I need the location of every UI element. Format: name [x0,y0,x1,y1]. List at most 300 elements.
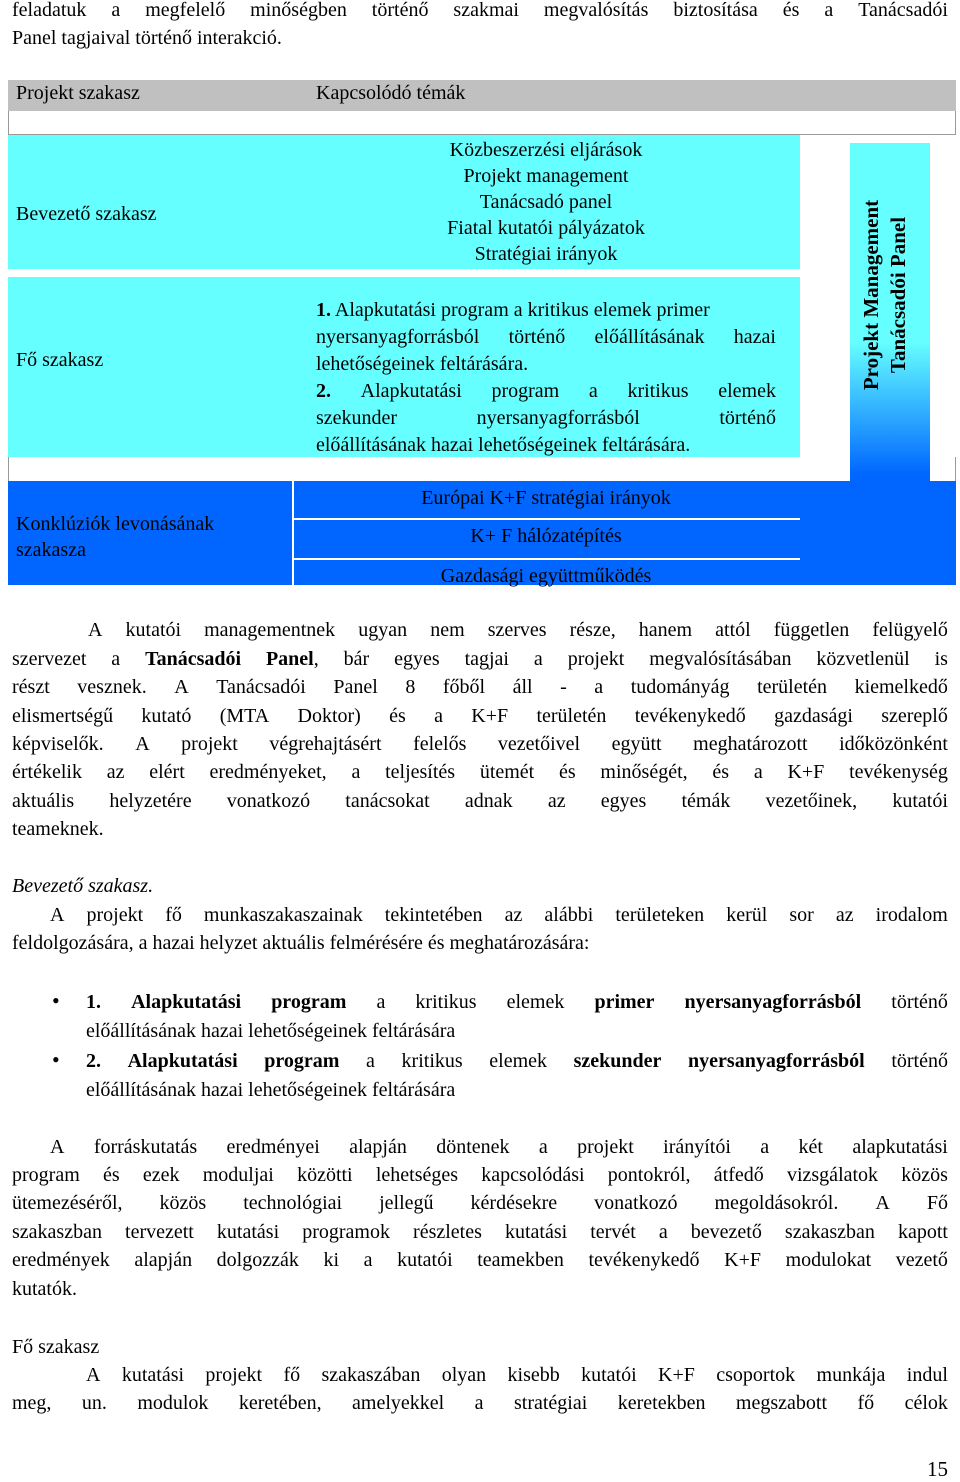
word-part: Alapkutatási [127,1050,238,1072]
word: végrehajtásért [269,733,382,755]
topic-economic-cooperation: Gazdasági együttműködés [440,565,652,587]
word: területén [757,676,828,698]
word: biztosítása [673,0,758,21]
word: kutatói [581,1364,637,1386]
word [491,378,559,405]
word: moduljai [202,1164,274,1186]
word [589,378,598,405]
word: pontokról, [607,1164,691,1186]
word: lehetséges [375,1164,459,1186]
word: fő [165,904,182,926]
bullet-icon: • [52,1047,60,1072]
word: A [86,1364,101,1386]
word-part: a [376,991,386,1013]
word [685,988,862,1016]
word-part: egyes [394,648,440,670]
list-item-2-line-1 [86,1047,948,1075]
word: vezetőinek, [765,790,858,812]
word: ezek [142,1164,180,1186]
word: irányítói [663,1136,731,1158]
word-part: kritikus [415,991,477,1013]
word-part: program [491,380,560,402]
word: modulok [137,1392,209,1414]
word: alábbi [544,904,594,926]
word: program [12,1164,80,1186]
word [507,988,565,1016]
word: kutatói [397,1249,453,1271]
word [131,988,241,1016]
para3-line-6: kutatók. [12,1278,77,1300]
word-part: szervezet [12,648,87,670]
word: forráskutatás [93,1136,198,1158]
word: (MTA [219,705,270,727]
word: Panel [333,676,378,698]
word: attól [715,619,751,641]
word: a [111,0,121,21]
word: A [875,1192,890,1214]
word: dolgozzák [216,1249,299,1271]
para4-line-1 [86,1361,948,1389]
word [574,1047,662,1075]
word: független [773,619,850,641]
word [649,645,791,673]
word: kutatási [216,1221,280,1243]
bullet-icon: • [52,988,60,1013]
word: A [50,904,65,926]
word-part: 2. [86,1050,101,1072]
word: K+F [471,705,509,727]
word: hazai [733,326,776,348]
para3-line-2 [12,1161,948,1189]
word: tudományág [630,676,730,698]
word: áll [512,676,533,698]
word: A [135,733,150,755]
row-main-topics-cell [292,277,800,457]
word: felelős [413,733,467,755]
word: két [798,1136,823,1158]
word [394,645,440,673]
para1-line-7 [12,787,948,815]
word: feladatuk [12,0,87,21]
topic-item: Projekt management [463,165,629,187]
word: vesznek. [77,676,147,698]
intro-line-1 [12,0,948,24]
word-part: 1. [86,991,101,1013]
word: K+F [787,761,825,783]
heading-main-phase: Fő szakasz [12,1336,100,1358]
word: elismertségű [12,705,114,727]
word: a [474,1392,484,1414]
word: képviselők. [12,733,104,755]
word: fő [283,1364,301,1386]
word: történő [508,326,566,348]
word [402,1047,463,1075]
word-part: Tanácsadói [145,648,242,670]
word: és [102,1164,120,1186]
word: un. [81,1392,107,1414]
word: időközönként [839,733,948,755]
word: részletes [413,1221,482,1243]
word-part: a [588,380,598,402]
word-part: projekt [567,648,625,670]
row-conclusion-phase-cell [8,481,292,585]
word: kutatási [504,1221,568,1243]
word: tevékenykedő [588,1249,700,1271]
word: eredményeket, [209,761,327,783]
word: közötti [297,1164,353,1186]
word: tevékenykedő [634,705,746,727]
topic-networking: K+ F hálózatépítés [470,525,622,547]
word: Fő [926,1192,948,1214]
word [891,988,948,1016]
word: és [782,0,800,21]
word: indul [906,1364,948,1386]
word-part: 2. [316,380,331,402]
word: meghatározott [693,733,808,755]
word: az [547,790,566,812]
arrow-label [858,140,922,450]
word [86,988,101,1016]
para1-line-8: teameknek. [12,818,104,840]
para1-line-2 [12,645,948,673]
word [86,1047,101,1075]
word: kapott [897,1221,948,1243]
word [366,1047,375,1075]
word: szakmai [453,0,519,21]
table-divider [292,481,294,585]
arrow-label-line-1: Projekt Management [859,199,883,391]
table-header-phase: Projekt szakasz [16,82,140,104]
word: a [434,705,443,727]
word: ütemét [479,761,535,783]
word: teljesítés [385,761,456,783]
word [361,378,462,405]
word [534,645,543,673]
word-part: Alapkutatási [131,991,242,1013]
word-part: szekunder [573,1050,662,1072]
word: A [88,619,103,641]
word: programok [302,1221,390,1243]
word: csoportok [716,1364,796,1386]
program-item-1-text: Alapkutatási program a kritikus elemek primer [334,299,710,321]
word: irodalom [875,904,948,926]
word [128,1047,238,1075]
word: a [760,1136,770,1158]
word: vonatkozó [594,1192,678,1214]
word: jellegű [379,1192,434,1214]
word: munkája [816,1364,886,1386]
word: kutató [141,705,192,727]
list-item-2-line-2: előállításának hazai lehetőségeinek feltárására [86,1079,456,1101]
word: szakaszában [321,1364,421,1386]
word: modulokat [785,1249,872,1271]
word: szerves [487,619,547,641]
word: megoldásokról. [714,1192,839,1214]
word [718,378,776,405]
word: teamekben [477,1249,564,1271]
word: 8 [405,676,416,698]
word-part: megvalósításában [649,648,792,670]
para2-line-2: feldolgozására, a hazai helyzet aktuális felmérésére és meghatározására: [12,932,590,954]
para1-line-6 [12,758,948,786]
word: helyzetére [109,790,192,812]
table-divider [294,518,800,520]
word: minőségét, [600,761,688,783]
row-intro-phase-cell [8,135,292,269]
para1-line-3 [12,673,948,701]
word: vizsgálatok [786,1164,879,1186]
word: szakaszban [12,1221,102,1243]
row-conclusion-phase: Konklúziók levonásának szakasza [16,513,215,561]
word-part: program [264,1050,340,1072]
word: aktuális [12,790,75,812]
word: bevezető [690,1221,762,1243]
word [266,645,319,673]
word: ütemezéséről, [12,1192,123,1214]
word [264,1047,339,1075]
program-item-2-line-2 [316,405,776,432]
word: szereplő [881,705,948,727]
word: tevékenység [849,761,948,783]
para4-line-2 [12,1389,948,1417]
word: projekt [181,733,238,755]
program-item-2-line-3: előállításának hazai lehetőségeinek feltárására. [316,434,691,456]
topic-item: Tanácsadó panel [479,191,613,213]
word: adnak [464,790,513,812]
word: a [538,1136,548,1158]
table-header-topics: Kapcsolódó témák [316,82,466,104]
word: kutatási [121,1364,185,1386]
word: az [504,904,523,926]
word: főből [442,676,486,698]
word: nyersanyagforrásból [476,407,640,429]
word [12,645,86,673]
word-part: bár [343,648,370,670]
word: keretében, [238,1392,322,1414]
word-part: Panel [265,648,314,670]
word: területén [536,705,607,727]
row-main-phase-cell [8,277,292,457]
word: nem [430,619,465,641]
word: kerül [726,904,768,926]
word: eredményei [226,1136,320,1158]
word [891,1047,948,1075]
word: közös [159,1192,207,1214]
word: managementnek [204,619,336,641]
word: felügyelő [872,619,948,641]
para3-line-1 [50,1133,948,1161]
word: célok [904,1392,948,1414]
program-item-1-line-3: lehetőségeinek feltárására. [316,353,529,375]
word: az [106,761,125,783]
word: amelyekkel [352,1392,445,1414]
word: Doktor) [297,705,361,727]
word: projekt [577,1136,634,1158]
word: vonatkozó [226,790,311,812]
word: Tanácsadói [216,676,306,698]
word: eredmények [12,1249,110,1271]
word [489,1047,547,1075]
word: történő [371,0,429,21]
word-part: kritikus [401,1050,463,1072]
row-intro-topics-cell [292,135,800,269]
word-part: tagjai [464,648,509,670]
word-part: történő [891,991,948,1013]
word [688,1047,865,1075]
topic-item: Fiatal kutatói pályázatok [447,217,645,239]
word: kapcsolódási [481,1164,585,1186]
word-part: kritikus [627,380,689,402]
word [594,988,654,1016]
word: K+F [724,1249,761,1271]
word: együtt [611,733,662,755]
word: sor [789,904,814,926]
word: vezető [895,1249,948,1271]
word: Tanácsadói [858,0,948,21]
word-part: Alapkutatási [360,380,462,402]
row-main-phase: Fő szakasz [16,349,104,371]
intro-line-2: Panel tagjaival történő interakció. [12,27,282,49]
word: projekt [205,1364,263,1386]
word: átfedő [713,1164,764,1186]
word: ki [323,1249,340,1271]
table-header-topics-cell [292,80,956,111]
word: egyes [600,790,647,812]
word: értékelik [12,761,82,783]
word: technológiai [243,1192,343,1214]
word: - [560,676,567,698]
word: vezetőivel [497,733,581,755]
word: része, [569,619,616,641]
word: szakaszban [784,1221,875,1243]
table-spacer-row-2 [8,457,956,481]
para3-line-3 [12,1189,948,1217]
topic-item: Közbeszerzési eljárások [449,139,643,161]
para3-line-4 [12,1218,948,1246]
word: történő [719,407,776,429]
word [271,988,346,1016]
word: megfelelő [145,0,226,21]
word: kisebb [507,1364,560,1386]
word: hanem [638,619,693,641]
word: a [594,676,604,698]
word: a [824,0,834,21]
word [316,378,331,405]
word: olyan [441,1364,487,1386]
word: stratégiai [514,1392,588,1414]
word: kutatói [125,619,182,641]
word-part: elemek [718,380,776,402]
word: kérdésekre [470,1192,558,1214]
table-spacer-row [8,111,956,135]
row-intro-phase: Bevezető szakasz [16,203,157,225]
arrow-label-line-2: Tanácsadói Panel [886,216,910,374]
word-part: a [366,1050,375,1072]
program-item-1-line-1 [316,297,776,324]
row-intro-topics [292,137,800,267]
word: közös [901,1164,948,1186]
table-divider [294,558,800,560]
row-conclusion-topics-cell [292,481,800,585]
topic-item: Stratégiai irányok [474,243,618,265]
word: kiemelkedő [854,676,948,698]
word: A [174,676,189,698]
word: K+F [658,1364,695,1386]
word: kutatói [892,790,948,812]
word: tervét [590,1221,636,1243]
word: részt [12,676,50,698]
word: előállításának [594,326,705,348]
program-item-1-line-2 [316,324,776,351]
word-part: program [271,991,347,1013]
page-number: 15 [927,1457,948,1481]
word-part: a [111,648,121,670]
word-part: primer [594,991,655,1013]
word [415,988,476,1016]
word-part: is [934,648,948,670]
word-part: elemek [506,991,565,1013]
word-part: közvetlenül [816,648,910,670]
word: és [389,705,406,727]
word [568,645,625,673]
word: elért [149,761,185,783]
word: a [753,761,763,783]
word: minőségben [250,0,347,21]
para1-line-4 [12,702,948,730]
para1-line-1 [88,616,948,644]
word: fő [857,1392,875,1414]
word [935,645,948,673]
word: munkaszakaszainak [203,904,363,926]
word: tervezett [125,1221,194,1243]
word: alapján [349,1136,407,1158]
topic-eu-rd: Európai K+F stratégiai irányok [421,487,671,509]
word: keretekben [617,1392,706,1414]
word: megvalósítás [543,0,649,21]
word: a [658,1221,668,1243]
word [111,645,120,673]
heading-intro-phase: Bevezető szakasz. [12,875,154,897]
word: és [559,761,576,783]
row-main-topics [316,297,776,459]
word: meg, [12,1392,52,1414]
word-part: a [533,648,543,670]
para2-line-1 [50,901,948,929]
word: tanácsokat [345,790,430,812]
word [145,645,241,673]
para1-line-5 [12,730,948,758]
word: tekintetében [384,904,483,926]
word: területeken [615,904,705,926]
word: témák [681,790,731,812]
para3-line-5 [12,1246,948,1274]
program-item-1-number: 1. [316,299,331,321]
word [627,378,688,405]
word [816,645,909,673]
word: az [835,904,854,926]
word: döntenek [436,1136,510,1158]
word: a [351,761,361,783]
list-item-1-line-2: előállításának hazai lehetőségeinek feltárására [86,1020,456,1042]
word: ugyan [358,619,408,641]
word-part: elemek [489,1050,548,1072]
list-item-1-line-1 [86,988,948,1016]
word: szekunder [316,407,398,429]
word: nyersanyagforrásból [316,326,480,348]
word: A [50,1136,65,1158]
word: és [712,761,730,783]
word: projekt [86,904,144,926]
